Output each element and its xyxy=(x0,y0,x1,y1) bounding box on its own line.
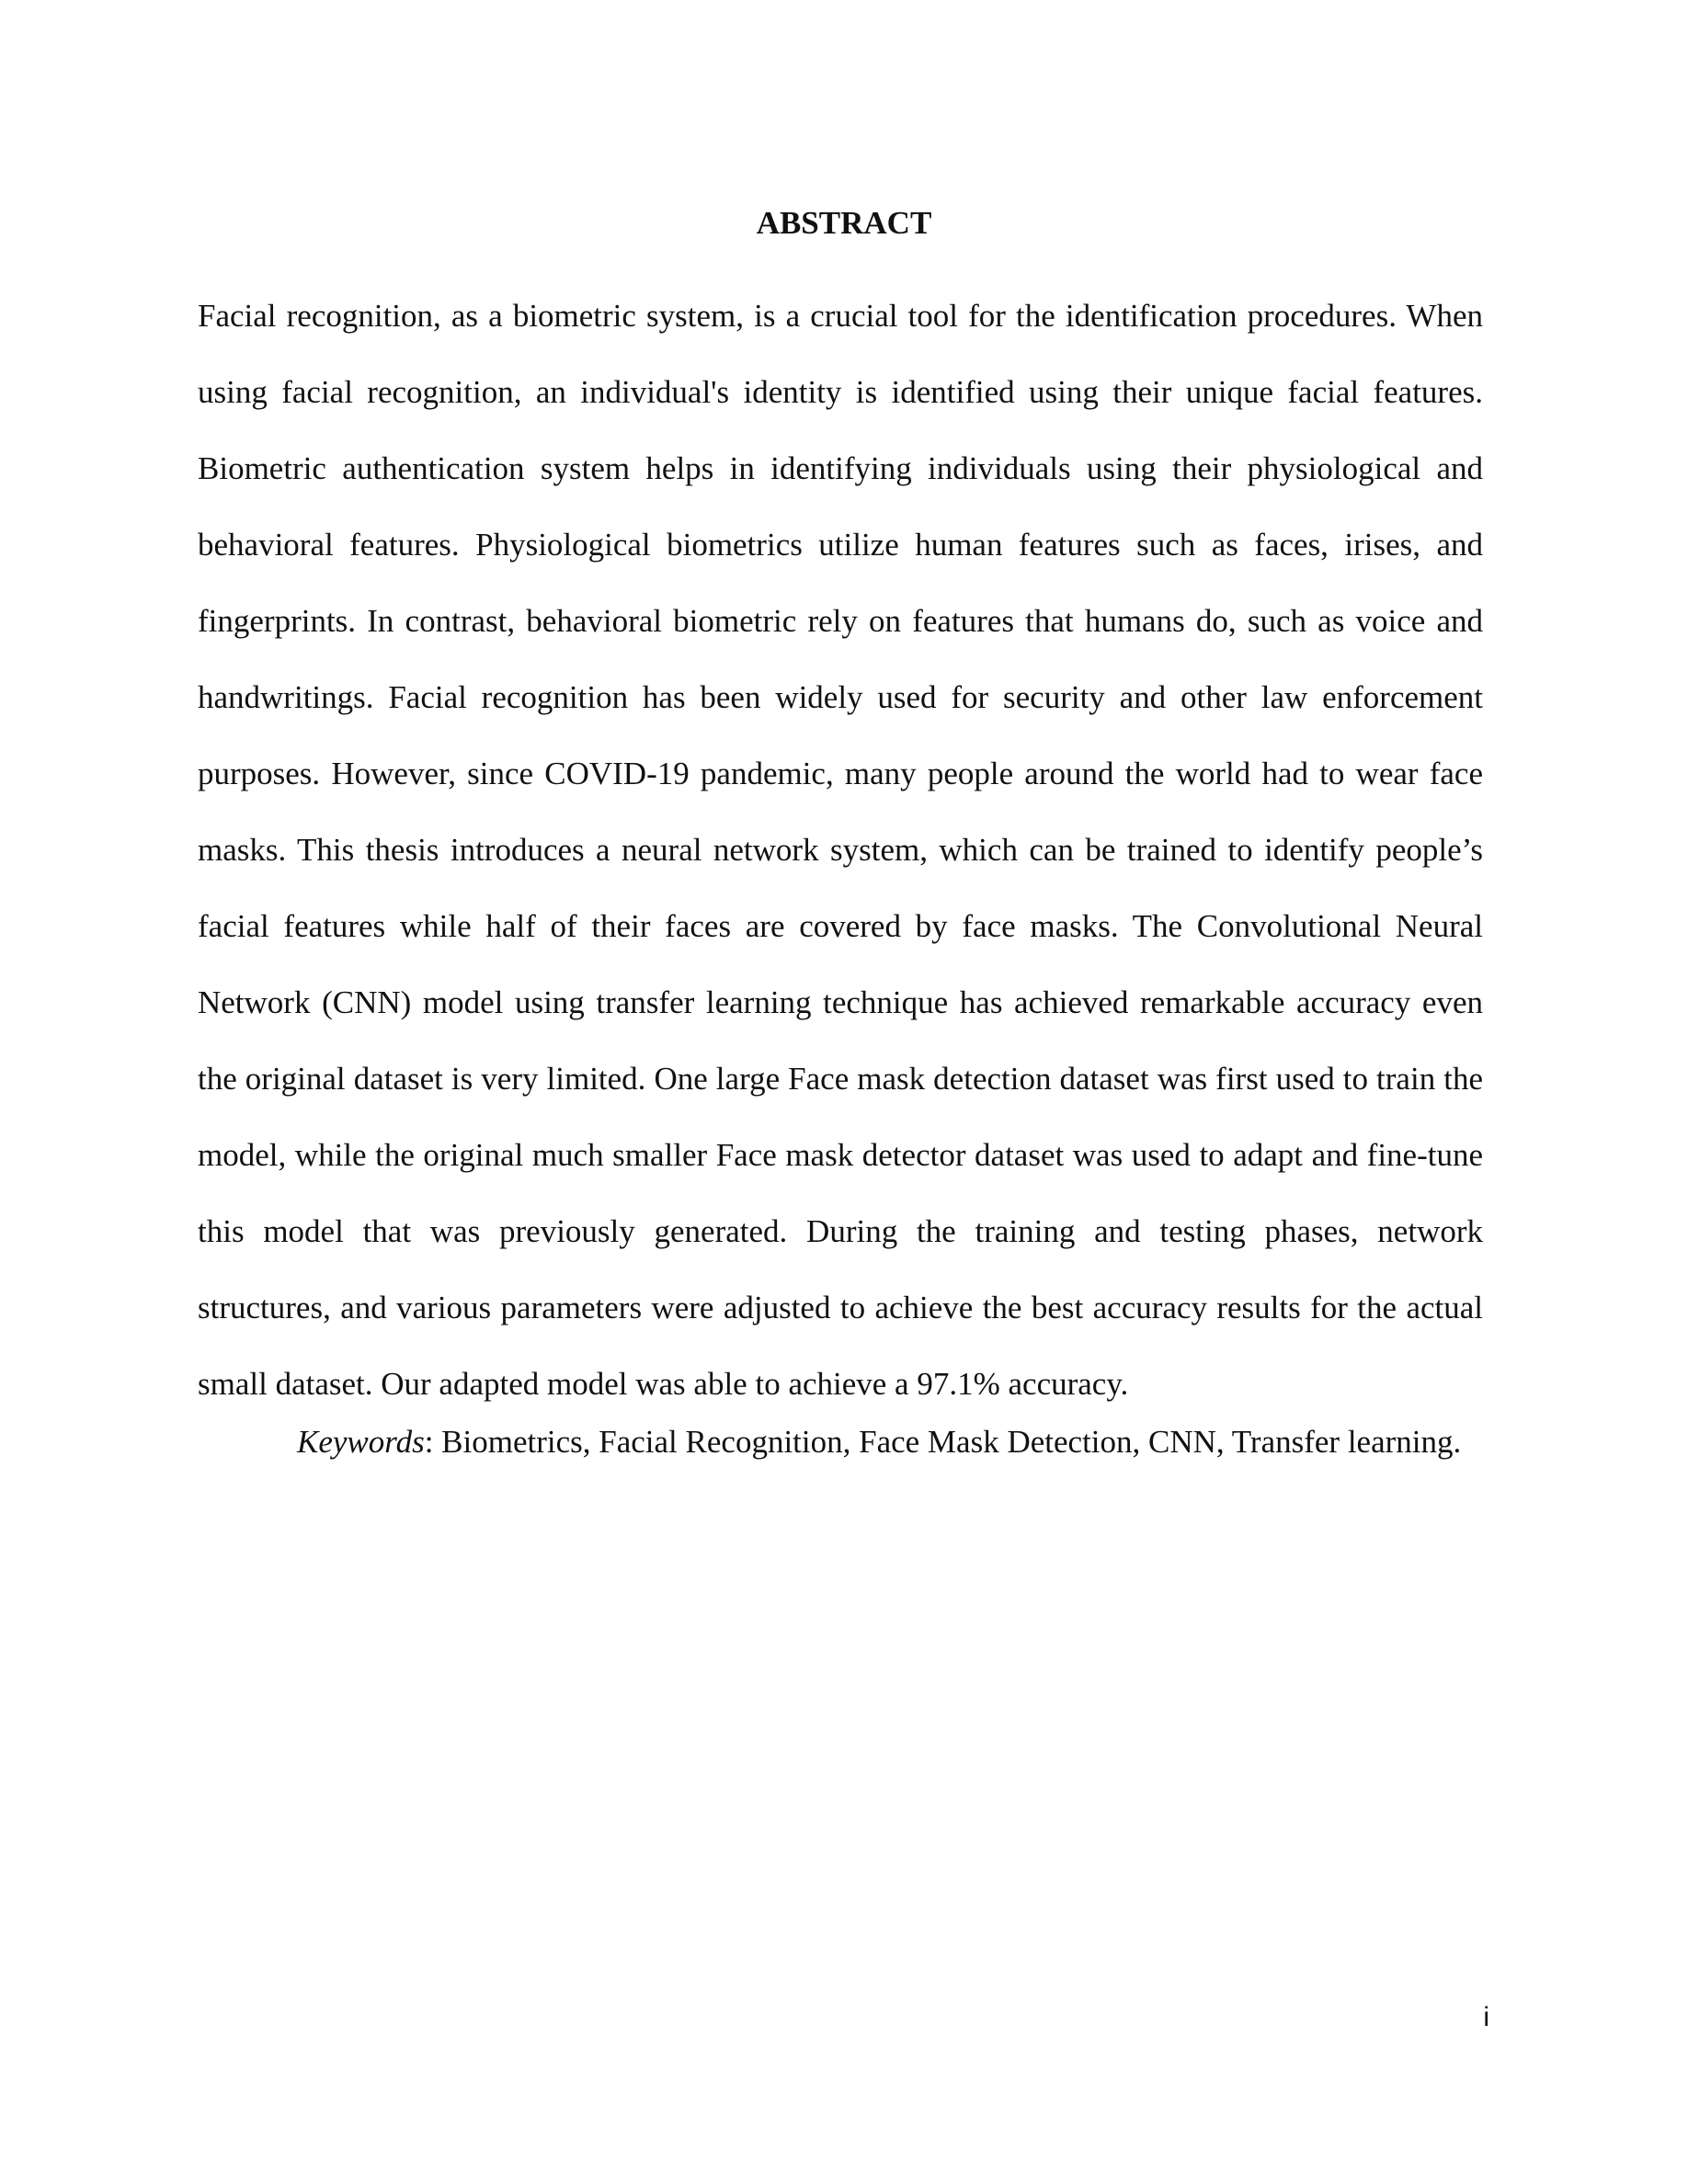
abstract-paragraph: Facial recognition, as a biometric system, is a crucial tool for the identification procedures. When using facial recognition, an individual's identity is identified using their unique facial features. Biometric authentication system helps in identifying individuals using their physiological and behavioral features. Physiological biometrics utilize human features such as faces, irises, and fingerprints. In contrast, behavioral biometric rely on features that humans do, such as voice and handwritings. Facial recognition has been widely used for security and other law enforcement purposes. However, since COVID-19 pandemic, many people around the world had to wear face masks. This thesis introduces a neural network system, which can be trained to identify people’s facial features while half of their faces are covered by face masks. The Convolutional Neural Network (CNN) model using transfer learning technique has achieved remarkable accuracy even the original dataset is very limited. One large Face mask detection dataset was first used to train the model, while the original much smaller Face mask detector dataset was used to adapt and fine-tune this model that was previously generated. During the training and testing phases, network structures, and various parameters were adjusted to achieve the best accuracy results for the actual small dataset. Our adapted model was able to achieve a 97.1% accuracy. xyxy=(198,298,1483,1402)
keywords-label: Keywords xyxy=(297,1424,425,1460)
abstract-title: ABSTRACT xyxy=(756,205,932,241)
keywords-line xyxy=(198,1404,1483,1480)
page-number: i xyxy=(1483,2002,1489,2032)
keywords-list: : Biometrics, Facial Recognition, Face Mask Detection, CNN, Transfer learning. xyxy=(424,1424,1462,1460)
